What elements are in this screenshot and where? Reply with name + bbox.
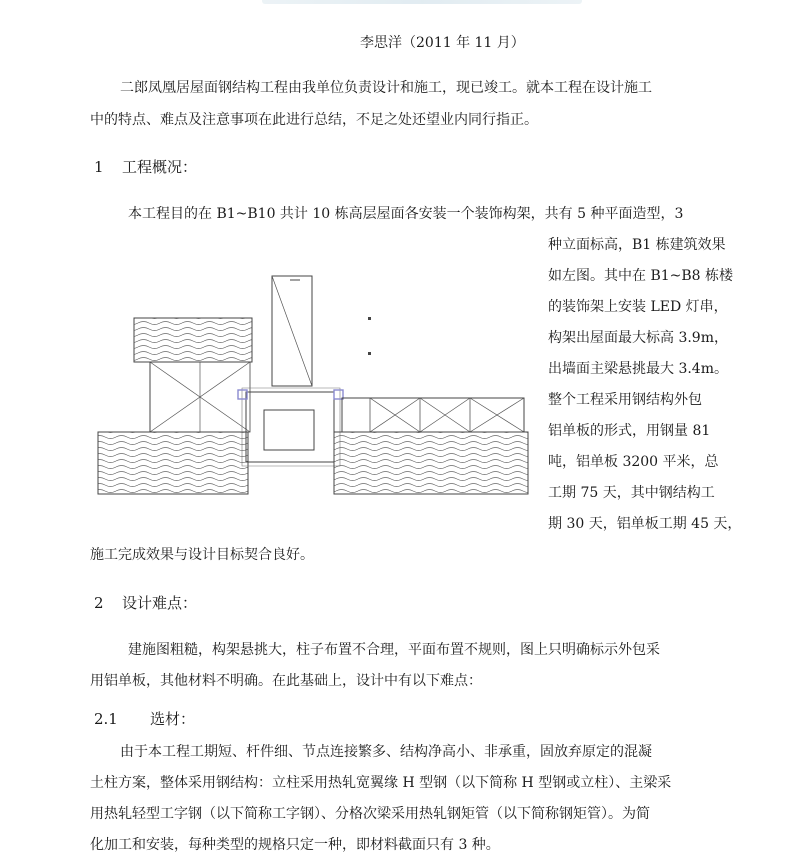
intro-line-1: 二郎凤凰居屋面钢结构工程由我单位负责设计和施工，现已竣工。就本工程在设计施工: [120, 80, 652, 96]
section-2-1-para-line-4: 化加工和安装，每种类型的规格只定一种，即材料截面只有 3 种。: [90, 837, 500, 853]
b1-plan-drawing: [94, 272, 534, 502]
section-1-para-first: 本工程目的在 B1~B10 共计 10 栋高层屋面各安装一个装饰构架，共有 5 种平面造型，3: [128, 206, 684, 222]
side-line-6: 整个工程采用钢结构外包: [548, 392, 702, 408]
panel-block-top-left: [134, 318, 252, 362]
section-2-1-para-line-1: 由于本工程工期短、杆件细、节点连接繁多、结构净高小、非承重，固放弃原定的混凝: [120, 744, 652, 760]
side-line-8: 吨，铝单板 3200 平米，总: [548, 454, 719, 470]
section-2-1-heading: [94, 709, 195, 729]
section-1-para-last: 施工完成效果与设计目标契合良好。: [90, 547, 314, 563]
panel-block-bottom-left: [98, 432, 248, 494]
side-line-4: 构架出屋面最大标高 3.9m，: [548, 330, 728, 346]
faded-title-remnant: [262, 0, 582, 4]
side-line-10: 期 30 天，铝单板工期 45 天，: [548, 516, 742, 532]
section-2-number: 2: [94, 594, 104, 612]
side-line-3: 的装饰架上安装 LED 灯串，: [548, 299, 728, 315]
core-room: [246, 392, 334, 462]
section-2-para-line-2: 用铝单板，其他材料不明确。在此基础上，设计中有以下难点：: [90, 673, 482, 689]
section-2-1-para-line-3: 用热轧轻型工字钢（以下简称工字钢）、分格次梁采用热轧钢矩管（以下简称钢矩管）。为简: [90, 806, 650, 822]
side-line-9: 工期 75 天，其中钢结构工: [548, 485, 715, 501]
panel-block-right: [334, 432, 528, 494]
side-line-5: 出墙面主梁悬挑最大 3.4m。: [548, 361, 728, 377]
section-1-number: 1: [94, 158, 104, 176]
section-2-1-para-line-2: 土柱方案，整体采用钢结构：立柱采用热轧宽翼缘 H 型钢（以下简称 H 型钢或立柱）、主梁采: [90, 775, 672, 791]
section-2-para-line-1: 建施图粗糙，构架悬挑大，柱子布置不合理，平面布置不规则，图上只明确标示外包采: [128, 642, 660, 658]
author-line: 李思洋（2011 年 11 月）: [360, 35, 525, 51]
section-2-1-title: 选材：: [150, 710, 196, 728]
section-2-title: 设计难点：: [122, 594, 198, 612]
intro-line-2: 中的特点、难点及注意事项在此进行总结，不足之处还望业内同行指正。: [90, 112, 538, 128]
section-2-heading: [94, 593, 197, 613]
side-line-1: 种立面标高，B1 栋建筑效果: [548, 237, 726, 253]
side-line-7: 铝单板的形式，用钢量 81: [548, 423, 711, 439]
section-1-heading: [94, 157, 197, 177]
section-1-title: 工程概况：: [122, 158, 198, 176]
side-line-2: 如左图。其中在 B1~B8 栋楼: [548, 268, 734, 284]
section-2-1-number: 2.1: [94, 710, 118, 728]
